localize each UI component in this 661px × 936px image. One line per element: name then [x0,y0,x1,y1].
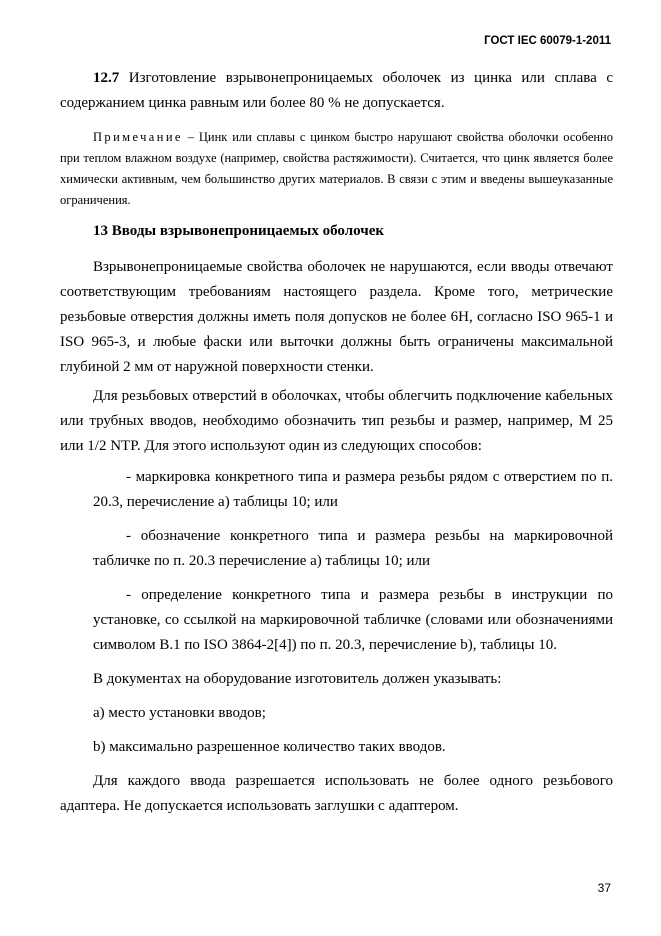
section-paragraph-2: Для резьбовых отверстий в оболочках, чтобы облегчить подключение кабельных или трубных вводов, необходимо обозначить тип резьбы и размер, например, М 25 или 1/2 NTP. Для этого используют один из следующих способов: [60,388,613,454]
list-item: - определение конкретного типа и размера резьбы в инструкции по установке, со ссылкой на маркировочной табличке (словами или обозначениями символом В.1 по ISO 3864-2[4]) по п. 20.3, перечисление b), таблицы 10. [93,587,613,653]
clause-text: Изготовление взрывонепроницаемых оболочек из цинка или сплава с содержанием цинка равным или более 80 % не допускается. [60,70,613,111]
note-text: – Цинк или сплавы с цинком быстро нарушают свойства оболочки особенно при теплом влажном воздухе (например, свойства растяжимости). Считается, что цинк является более химически активным, чем большинство других материалов. В связи с этим и введены вышеуказанные ограничения. [60,130,613,207]
note-label: Примечание [93,130,183,144]
requirement-item-b: b) максимально разрешенное количество таких вводов. [93,739,446,755]
section-paragraph-3: В документах на оборудование изготовитель должен указывать: [93,671,502,687]
list-item: - маркировка конкретного типа и размера резьбы рядом с отверстием по п. 20.3, перечисление а) таблицы 10; или [93,469,613,510]
page-number: 37 [597,881,611,895]
clause-number: 12.7 [93,70,120,86]
standard-header: ГОСТ IEC 60079-1-2011 [484,35,611,47]
document-body [60,66,613,819]
requirement-item-a: а) место установки вводов; [93,705,266,721]
clause-12-7 [60,66,613,116]
section-paragraph-1: Взрывонепроницаемые свойства оболочек не нарушаются, если вводы отвечают соответствующим требованиям настоящего раздела. Кроме того, метрические резьбовые отверстия должны иметь поля допусков не более 6H, согласно ISO 965-1 и ISO 965-3, и любые фаски или выточки должны быть ограничены максимальной глубиной 2 мм от наружной поверхности стенки. [60,259,613,375]
section-title: 13 Вводы взрывонепроницаемых оболочек [93,223,384,239]
note [60,127,613,211]
list-item: - обозначение конкретного типа и размера резьбы на маркировочной табличке по п. 20.3 перечисление а) таблицы 10; или [93,528,613,569]
section-paragraph-4: Для каждого ввода разрешается использовать не более одного резьбового адаптера. Не допускается использовать заглушки с адаптером. [60,773,613,814]
